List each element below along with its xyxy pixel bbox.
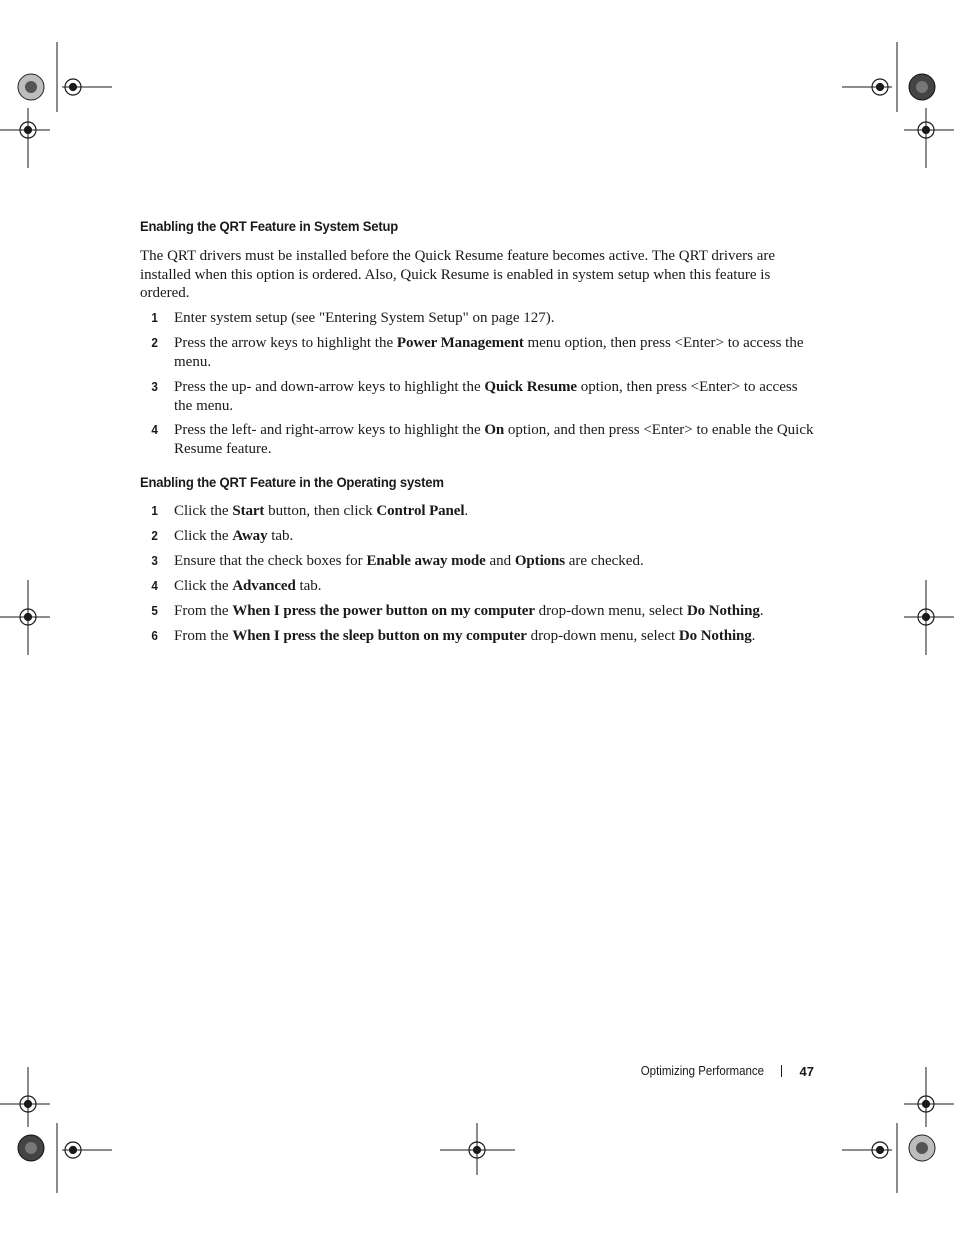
step-text: From the When I press the power button on my computer drop-down menu, select Do Nothing. — [174, 603, 764, 619]
step-text: Enter system setup (see "Entering System Setup" on page 127). — [174, 310, 555, 326]
ui-term: Control Panel — [376, 503, 465, 519]
list-item — [140, 602, 812, 621]
step-number: 6 — [151, 628, 158, 643]
footer-section-title: Optimizing Performance — [641, 1064, 765, 1078]
list-item — [140, 334, 812, 371]
ui-term: Enable away mode — [366, 553, 486, 569]
ui-term: When I press the power button on my computer — [232, 603, 535, 619]
list-item — [140, 421, 812, 458]
ui-term: On — [484, 422, 505, 438]
ui-term: Options — [514, 553, 566, 569]
ui-term: Start — [232, 503, 265, 519]
step-number: 2 — [151, 528, 158, 543]
list-item — [140, 502, 812, 521]
ui-term: Do Nothing — [678, 628, 752, 644]
step-number: 3 — [151, 553, 158, 568]
page-number: 47 — [799, 1063, 814, 1079]
step-text: Press the left- and right-arrow keys to highlight the On option, and then press <Enter> to enable the Quick Resume feature. — [174, 422, 814, 457]
ui-term: When I press the sleep button on my computer — [232, 628, 527, 644]
section-heading-system-setup: Enabling the QRT Feature in System Setup — [140, 219, 399, 235]
list-item — [140, 552, 812, 571]
step-number: 4 — [151, 578, 158, 593]
section-heading-operating-system: Enabling the QRT Feature in the Operating system — [140, 475, 444, 491]
ui-term: Advanced — [232, 578, 296, 594]
step-text: Click the Advanced tab. — [174, 578, 322, 594]
ui-term: Do Nothing — [686, 603, 760, 619]
list-item — [140, 309, 812, 328]
step-text: From the When I press the sleep button on my computer drop-down menu, select Do Nothing. — [174, 628, 756, 644]
step-text: Click the Away tab. — [174, 528, 294, 544]
step-number: 1 — [151, 310, 158, 325]
step-number: 1 — [151, 503, 158, 518]
footer-divider — [781, 1065, 782, 1077]
list-item — [140, 378, 812, 415]
intro-paragraph: The QRT drivers must be installed before the Quick Resume feature becomes active. The QRT drivers are installed when this option is ordered. Also, Quick Resume is enabled in system setup when this feature is ordered. — [140, 248, 776, 302]
step-number: 5 — [151, 603, 158, 618]
list-item — [140, 527, 812, 546]
list-item — [140, 577, 812, 596]
step-number: 3 — [151, 379, 158, 394]
ui-term: Power Management — [396, 335, 524, 351]
step-number: 4 — [151, 422, 158, 437]
page-footer — [630, 1062, 814, 1080]
ui-term: Quick Resume — [484, 379, 577, 395]
list-item — [140, 627, 812, 646]
step-number: 2 — [151, 335, 158, 350]
ui-term: Away — [232, 528, 268, 544]
step-text: Ensure that the check boxes for Enable away mode and Options are checked. — [174, 553, 644, 569]
step-text: Press the up- and down-arrow keys to highlight the Quick Resume option, then press <Enter> to access the menu. — [174, 379, 798, 414]
step-text: Press the arrow keys to highlight the Power Management menu option, then press <Enter> to access the menu. — [174, 335, 804, 370]
step-text: Click the Start button, then click Control Panel. — [174, 503, 469, 519]
